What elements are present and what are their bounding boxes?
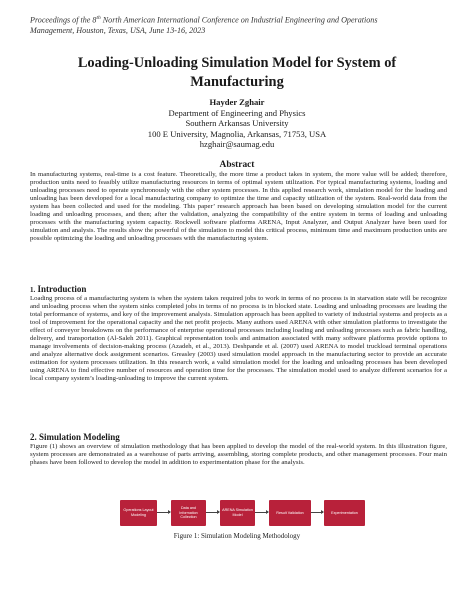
header-line-2: Management, Houston, Texas, USA, June 13-16, 2023 [30,25,206,35]
author-name: Hayder Zghair [209,97,265,107]
simulation-modeling-heading: 2. Simulation Modeling [30,432,120,442]
introduction-heading [30,284,86,294]
flow-step-result-validation: Result Validation [269,500,311,526]
flow-arrow [157,512,170,513]
introduction-heading-label: Introduction [37,284,87,294]
header-line-1-end: North American International Conference on Industrial Engineering and Operations [100,15,378,25]
flow-step-arena-model: ARENA Simulation Model [220,500,255,526]
header-line-1-start: Proceedings of the 8 [30,15,97,25]
paper-title [30,54,444,91]
introduction-section-number: 1. [30,286,36,294]
simulation-modeling-text: Figure (1) shows an overview of simulation methodology that has been applied to develop the model of the real-world system. In this illustration figure, system processes are demonstrated as a warehouse of parts arriving, assembling, storing complete products, and other management processes. Four main phases have been followed to develop the model in addition to experimentation phase for the analysis. [30,443,447,467]
header-ordinal-suffix: th [96,15,101,21]
header-line-1 [30,13,450,26]
author-department: Department of Engineering and Physics [168,107,306,118]
author-block [30,97,444,150]
author-address: 100 E University, Magnolia, Arkansas, 71753, USA [147,128,327,139]
author-university: Southern Arkansas University [185,118,289,129]
flow-step-data-collection: Data and Information Collection [171,500,206,526]
abstract-text: In manufacturing systems, real-time is a cost feature. Theoretically, the more time a product takes in system, the more value will be added; therefore, production units need to feasibly utilize manufacturing resources in terms of optimal system utilization. For typical manufacturing systems, loading and unloading processes need to operate synchronously with the other system processes. In this applied research work, simulation model for the loading and unloading has been developed for a local manufacturing company to optimize the time and capacity utilization of the system. Real-world data from the system has been collected and used for the modeling. This paper’ research approach has been based on developing simulation model for the current loading and unloading processes, and then; after the validation, analyzing the compatibility of the entire system in terms of loading and unloading processes with the manufacturing system capacity. Rockwell software platforms ARENA, Input Analyzer, and Output Analyzer have been used for simulation and analysis. The results show the powerful of the simulation to model this critical process, minimum time and maximum production units are possible optimizing the loading and unloading processes with the manufacturing system. [30,171,447,243]
proceedings-header [30,13,450,36]
flow-step-operations-layout: Operations Layout Modeling [120,500,157,526]
paper-title-line-1: Loading-Unloading Simulation Model for System of [77,55,397,71]
flow-arrow [311,512,323,513]
flow-step-experimentation: Experimentation [324,500,365,526]
flow-arrow [255,512,268,513]
flow-arrow [206,512,219,513]
figure-caption: Figure 1: Simulation Modeling Methodology [173,532,301,540]
paper-title-line-2: Manufacturing [190,73,284,90]
introduction-text: Loading process of a manufacturing system is when the system takes required jobs to work in terms of no process is in starvation state will be recognize and unloading process when the system sinks completed jobs in terms of no process is in blocked state. Loading and unloading processes are leading the total performance of systems, and key of the improvement analysis. Simulation approach has been applied to variety of industrial systems and projects as a tool of improvement for the operational capacity and the net profit projects. Many authors used ARENA with other simulation platforms to investigate the effect of conveyor breakdowns on the performance of enterprise operational processes including loading and unloading processes such as fabric handling, delivery, and transportation (Al-Saleh 2011). Graphical representation tools and animation associated with many software platforms provide options to manage involvements of decision-making process (Azadeh, et al., 2013). Deshpande et al. (2007) used ARENA to model truckload terminal operations and analyze alternative dock assignment scenarios. Greasley (2003) used simulation model approach in the manufacturing sector to provide an accurate estimation for system processes utilization. In this research work, a valid simulation model for the loading and unloading processes has been developed using ARENA to find effective number of resources and operation time for the processes. The simulation model used to analyze different scenarios for a local company system’s loading-unloading to improve the current system. [30,295,447,383]
author-email: hzghair@saumag.edu [199,139,275,150]
methodology-flow-diagram [120,500,365,526]
abstract-heading: Abstract [219,160,255,170]
